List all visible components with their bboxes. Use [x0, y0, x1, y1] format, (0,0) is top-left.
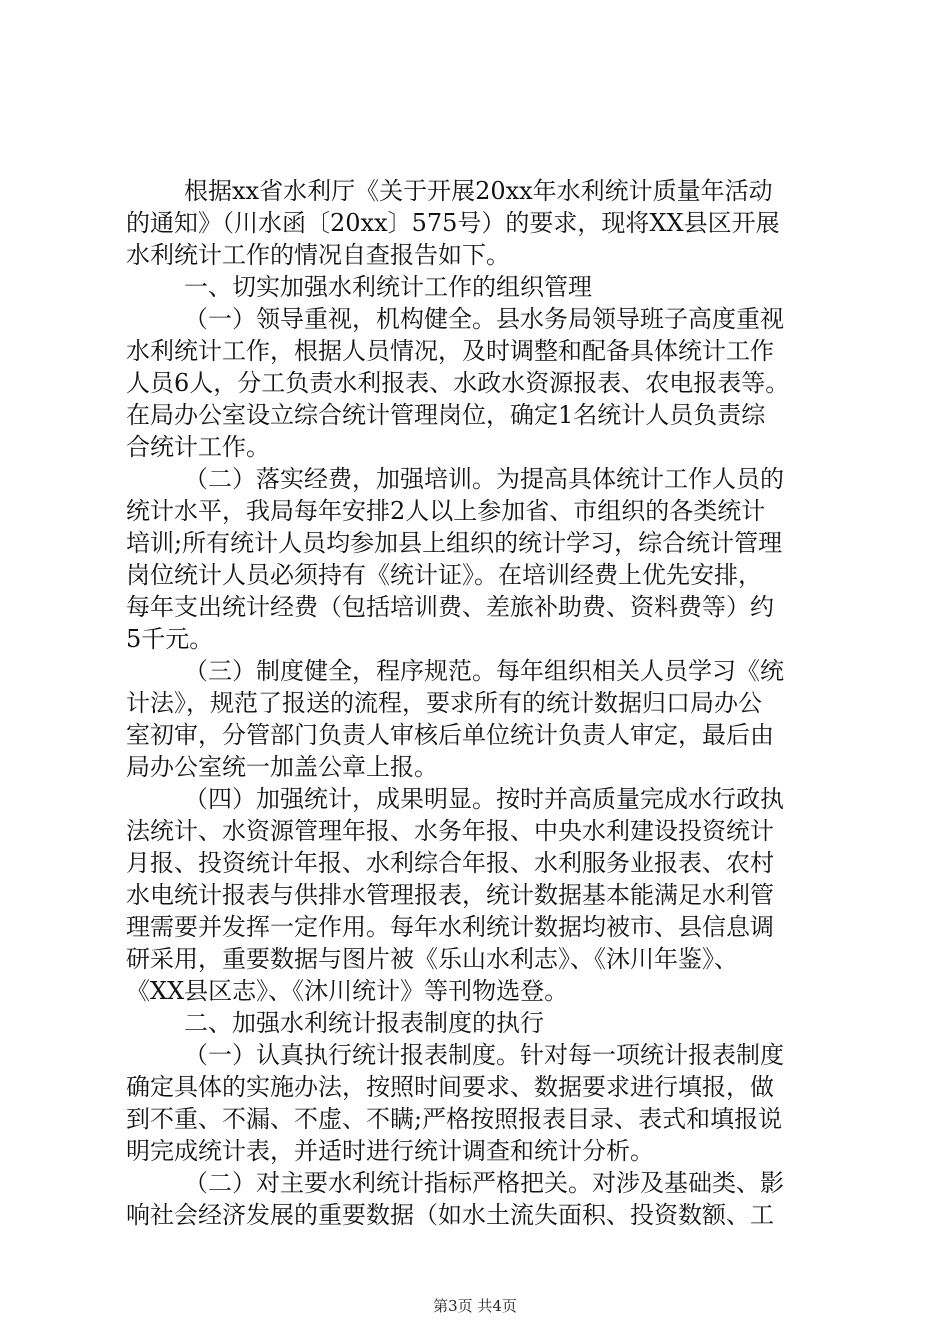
text-line: （二）对主要水利统计指标严格把关。对涉及基础类、影 [184, 1169, 784, 1197]
text-line: 月报、投资统计年报、水利综合年报、水利服务业报表、农村 [126, 849, 774, 877]
text-line: 的通知》（川水函〔20xx〕575号）的要求，现将XX县区开展 [126, 209, 780, 237]
text-line: 研采用，重要数据与图片被《乐山水利志》、《沐川年鉴》、 [126, 945, 738, 973]
text-line: 岗位统计人员必须持有《统计证》。在培训经费上优先安排， [126, 561, 762, 589]
text-line: （四）加强统计，成果明显。按时并高质量完成水行政执 [184, 785, 784, 813]
text-line: 在局办公室设立综合统计管理岗位，确定1名统计人员负责综 [126, 401, 766, 429]
text-line: 到不重、不漏、不虚、不瞒;严格按照报表目录、表式和填报说 [126, 1105, 783, 1133]
text-line: （二）落实经费，加强培训。为提高具体统计工作人员的 [184, 465, 784, 493]
text-line: 理需要并发挥一定作用。每年水利统计数据均被市、县信息调 [126, 913, 774, 941]
text-line: （一）认真执行统计报表制度。针对每一项统计报表制度 [184, 1041, 784, 1069]
text-line: 水利统计工作，根据人员情况，及时调整和配备具体统计工作 [126, 337, 774, 365]
text-line: 水利统计工作的情况自查报告如下。 [126, 241, 510, 269]
text-line: 5千元。 [126, 625, 214, 653]
text-line: 根据xx省水利厅《关于开展20xx年水利统计质量年活动 [184, 177, 773, 205]
text-line: 确定具体的实施办法，按照时间要求、数据要求进行填报，做 [126, 1073, 774, 1101]
text-line: 响社会经济发展的重要数据（如水土流失面积、投资数额、工 [126, 1201, 774, 1229]
text-line: 局办公室统一加盖公章上报。 [126, 753, 438, 781]
text-line: 每年支出统计经费（包括培训费、差旅补助费、资料费等）约 [126, 593, 774, 621]
text-line: 《XX县区志》、《沐川统计》等刊物选登。 [126, 977, 569, 1005]
text-line: 水电统计报表与供排水管理报表，统计数据基本能满足水利管 [126, 881, 774, 909]
page-number-footer: 第3页 共4页 [433, 1297, 517, 1315]
text-line: 统计水平，我局每年安排2人以上参加省、市组织的各类统计 [126, 497, 766, 525]
text-line: 计法》，规范了报送的流程，要求所有的统计数据归口局办公 [126, 689, 762, 717]
text-line: 培训;所有统计人员均参加县上组织的统计学习，综合统计管理 [126, 529, 783, 557]
section-heading: 一、切实加强水利统计工作的组织管理 [184, 273, 592, 301]
text-line: （一）领导重视，机构健全。县水务局领导班子高度重视 [184, 305, 784, 333]
text-line: 明完成统计表，并适时进行统计调查和统计分析。 [126, 1137, 654, 1165]
text-line: 合统计工作。 [126, 433, 270, 461]
text-line: 人员6人，分工负责水利报表、水政水资源报表、农电报表等。 [126, 369, 790, 397]
text-line: 法统计、水资源管理年报、水务年报、中央水利建设投资统计 [126, 817, 774, 845]
text-line: 室初审，分管部门负责人审核后单位统计负责人审定，最后由 [126, 721, 774, 749]
section-heading: 二、加强水利统计报表制度的执行 [184, 1009, 544, 1037]
text-line: （三）制度健全，程序规范。每年组织相关人员学习《统 [184, 657, 784, 685]
